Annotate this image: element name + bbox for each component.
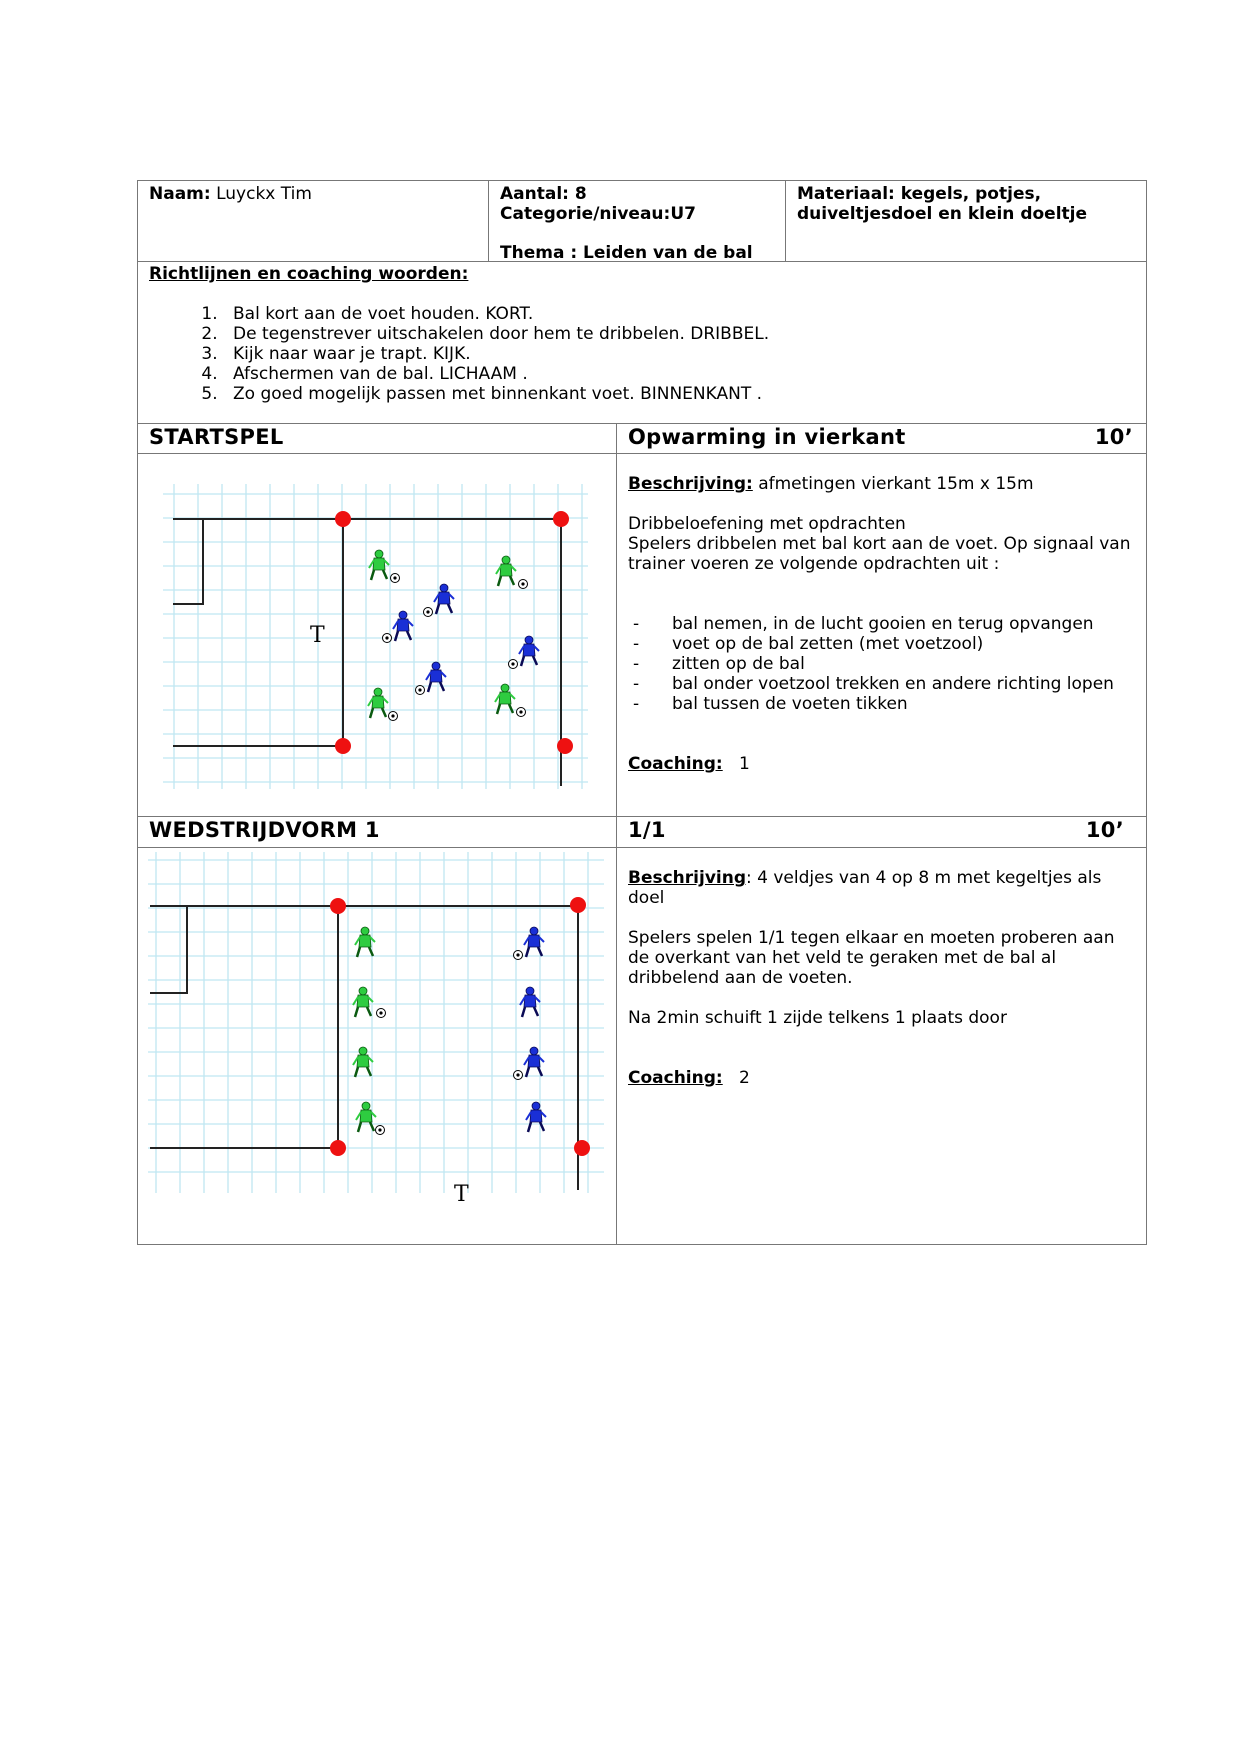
coaching-label: Coaching: bbox=[628, 754, 723, 774]
player-green bbox=[356, 1102, 385, 1135]
materiaal-line2: duiveltjesdoel en klein doeltje bbox=[797, 204, 1088, 224]
task-item: - bal tussen de voeten tikken bbox=[628, 694, 1135, 714]
task-item: - voet op de bal zetten (met voetzool) bbox=[628, 634, 1135, 654]
startspel-title: Opwarming in vierkant bbox=[628, 425, 906, 449]
player-green bbox=[353, 987, 386, 1018]
cone bbox=[330, 898, 346, 914]
field-grid bbox=[163, 484, 588, 789]
cone bbox=[335, 511, 351, 527]
guideline-item: 4. Afschermen van de bal. LICHAAM . bbox=[223, 364, 1135, 384]
wedstrijdvorm-coaching bbox=[628, 1068, 1135, 1088]
startspel-diagram bbox=[138, 454, 616, 817]
wedstrijdvorm-title: 1/1 bbox=[628, 818, 666, 842]
wedstrijdvorm-content bbox=[137, 848, 1147, 1245]
header-row bbox=[137, 180, 1147, 262]
guidelines-title: Richtlijnen en coaching woorden: bbox=[149, 264, 469, 284]
guideline-item: 1. Bal kort aan de voet houden. KORT. bbox=[223, 304, 1135, 324]
startspel-para1: Dribbeloefening met opdrachten bbox=[628, 514, 906, 534]
startspel-diagram-cell bbox=[138, 454, 616, 816]
aantal: Aantal: 8 bbox=[500, 184, 587, 204]
materiaal-line1: Materiaal: kegels, potjes, bbox=[797, 184, 1042, 204]
startspel-header bbox=[137, 424, 1147, 454]
cone bbox=[557, 738, 573, 754]
beschrijving-text: afmetingen vierkant 15m x 15m bbox=[758, 474, 1034, 494]
cone bbox=[553, 511, 569, 527]
materiaal-cell bbox=[785, 181, 1146, 261]
player-green bbox=[496, 556, 528, 589]
wedstrijdvorm-title-cell bbox=[616, 817, 1146, 847]
player-blue bbox=[520, 987, 540, 1017]
startspel-beschrijving bbox=[628, 474, 1135, 494]
guideline-item: 2. De tegenstrever uitschakelen door hem te dribbelen. DRIBBEL. bbox=[223, 324, 1135, 344]
coaching-value: 2 bbox=[738, 1068, 750, 1088]
coaching-label: Coaching: bbox=[628, 1068, 723, 1088]
startspel-duration: 10’ bbox=[1094, 425, 1133, 449]
task-list bbox=[628, 614, 1135, 714]
guideline-item: 3. Kijk naar waar je trapt. KIJK. bbox=[223, 344, 1135, 364]
wedstrijdvorm-diagram bbox=[138, 848, 616, 1245]
startspel-para2-line2: trainer voeren ze volgende opdrachten uit : bbox=[628, 554, 1000, 574]
task-item: - zitten op de bal bbox=[628, 654, 1135, 674]
wedstrijdvorm-text-cell bbox=[616, 848, 1146, 1244]
trainer-marker: T bbox=[310, 623, 325, 648]
beschrijving-label: Beschrijving: bbox=[628, 474, 753, 494]
coaching-value: 1 bbox=[738, 754, 750, 774]
player-blue bbox=[416, 662, 447, 695]
name-cell bbox=[138, 181, 488, 261]
thema: Thema : Leiden van de bal bbox=[500, 243, 753, 263]
wedstrijdvorm-header bbox=[137, 817, 1147, 848]
startspel-title-cell bbox=[616, 424, 1146, 453]
trainer-marker: T bbox=[454, 1182, 469, 1207]
wedstrijdvorm-label: WEDSTRIJDVORM 1 bbox=[149, 818, 380, 842]
name-value: Luyckx Tim bbox=[216, 184, 312, 204]
beschrijving-text: : 4 veldjes van 4 op 8 m met kegeltjes als doel bbox=[628, 868, 1102, 908]
startspel-coaching bbox=[628, 754, 1135, 774]
player-blue bbox=[424, 584, 455, 617]
wedstrijdvorm-beschrijving bbox=[628, 868, 1135, 908]
wedstrijdvorm-diagram-cell bbox=[138, 848, 616, 1244]
beschrijving-label: Beschrijving bbox=[628, 868, 747, 888]
cone bbox=[335, 738, 351, 754]
wedstrijdvorm-duration: 10’ bbox=[1085, 818, 1124, 842]
session-sheet bbox=[137, 180, 1147, 1245]
wedstrijdvorm-para1-line1: Spelers spelen 1/1 tegen elkaar en moeten proberen aan bbox=[628, 928, 1115, 948]
cone bbox=[330, 1140, 346, 1156]
startspel-label: STARTSPEL bbox=[149, 425, 284, 449]
guidelines-list bbox=[149, 304, 1135, 404]
startspel-para2-line1: Spelers dribbelen met bal kort aan de voet. Op signaal van bbox=[628, 534, 1131, 554]
startspel-content bbox=[137, 454, 1147, 817]
cone bbox=[570, 897, 586, 913]
guideline-item: 5. Zo goed mogelijk passen met binnenkant voet. BINNENKANT . bbox=[223, 384, 1135, 404]
task-item: - bal onder voetzool trekken en andere richting lopen bbox=[628, 674, 1135, 694]
player-blue bbox=[526, 1102, 546, 1132]
wedstrijdvorm-para2: Na 2min schuift 1 zijde telkens 1 plaats door bbox=[628, 1008, 1007, 1028]
guidelines-box bbox=[137, 262, 1147, 424]
task-item: - bal nemen, in de lucht gooien en terug opvangen bbox=[628, 614, 1135, 634]
wedstrijdvorm-para1-line3: dribbelend aan de voeten. bbox=[628, 968, 853, 988]
categorie: Categorie/niveau:U7 bbox=[500, 204, 696, 224]
startspel-text-cell bbox=[616, 454, 1146, 816]
name-label: Naam: bbox=[149, 184, 211, 204]
player-green bbox=[368, 688, 398, 721]
aantal-cell bbox=[488, 181, 785, 261]
wedstrijdvorm-para1-line2: de overkant van het veld te geraken met de bal al bbox=[628, 948, 1057, 968]
field-grid bbox=[148, 852, 604, 1193]
cone bbox=[574, 1140, 590, 1156]
